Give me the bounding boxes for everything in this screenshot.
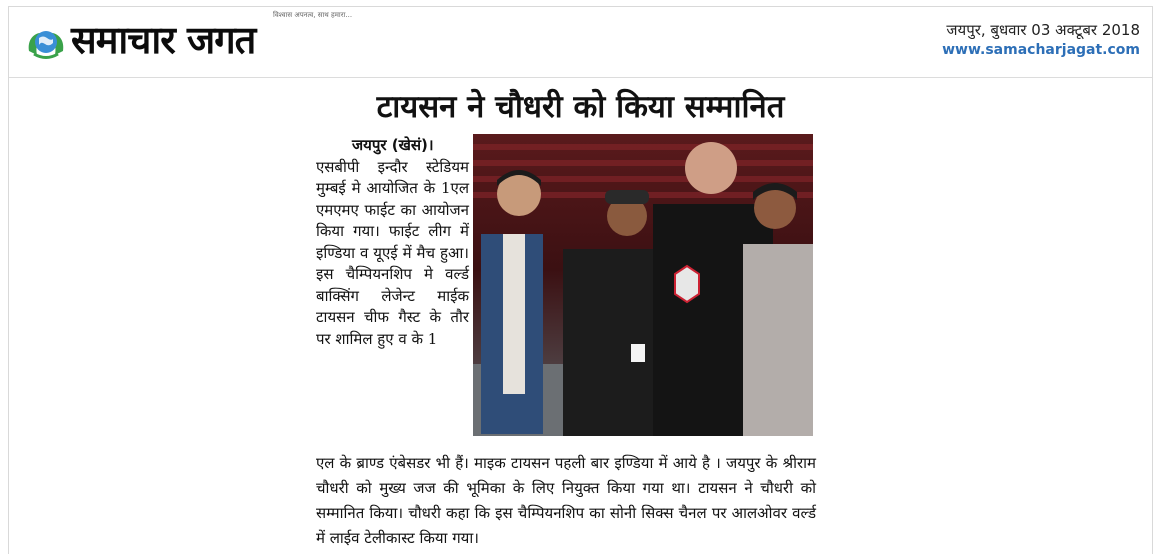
article-photo: [473, 134, 813, 436]
column-paragraph: एसबीपी इन्दौर स्टेडियम मुम्बई मे आयोजित के 1एल एमएमए फाईट का आयोजन किया गया। फाईट लीग में इण्डिया व यूएई में मैच हुआ। इस चैम्पियनशिप मे वर्ल्ड बाक्सिंग लेजेन्ट माईक टायसन चीफ गैस्ट के तौर पर शामिल हुए व के 1: [316, 157, 469, 348]
globe-leaf-icon: [25, 21, 67, 63]
logo-wordmark: समाचार जगत: [71, 18, 256, 62]
site-url-link[interactable]: www.samacharjagat.com: [942, 42, 1140, 58]
article-byline: जयपुर (खेसं)।: [352, 136, 434, 154]
masthead: [9, 7, 1152, 78]
article-column-text: [316, 135, 469, 350]
dateline: जयपुर, बुधवार 03 अक्टूबर 2018: [946, 21, 1140, 39]
logo-tagline: विश्वास अपनत्व, साथ हमारा...: [273, 11, 353, 19]
page-frame: [8, 6, 1153, 554]
article-body-text: एल के ब्राण्ड एंबेसडर भी हैं। माइक टायसन पहली बार इण्डिया में आये है । जयपुर के श्रीराम चौधरी को मुख्य जज की भूमिका के लिए नियुक्त किया गया था। टायसन ने चौधरी को सम्मानित किया। चौधरी कहा कि इस चैम्पियनशिप का सोनी सिक्स चैनल पर आलओवर वर्ल्ड में लाईव टेलीकास्ट किया गया।: [316, 454, 816, 547]
event-photo-illustration: [473, 134, 813, 436]
article-headline: टायसन ने चौधरी को किया सम्मानित: [376, 89, 785, 125]
